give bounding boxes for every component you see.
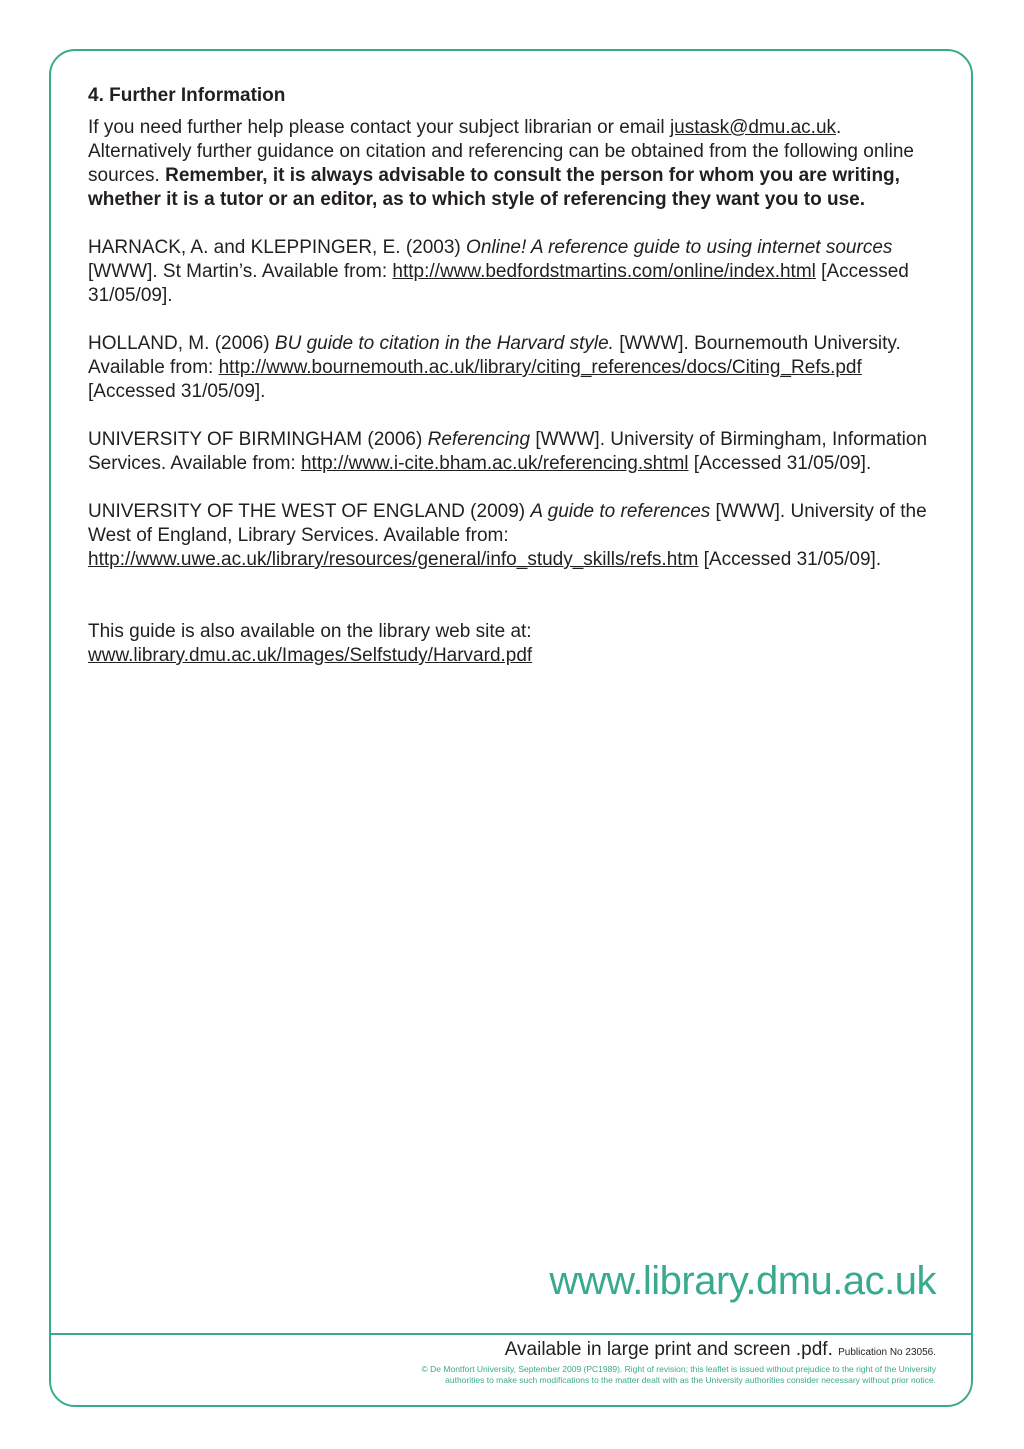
ref-accessed: [Accessed 31/05/09]. [88, 261, 909, 306]
guide-availability [88, 620, 928, 668]
document-body [88, 84, 928, 668]
intro-advice: Remember, it is always advisable to consult the person for whom you are writing, whether it is a tutor or an editor, as to which style of referencing they want you to use. [88, 165, 900, 210]
ref-source: [WWW]. St Martin’s. Available from: [88, 261, 393, 282]
ref-authors: HOLLAND, M. (2006) [88, 333, 275, 354]
ref-accessed: [Accessed 31/05/09]. [88, 381, 266, 402]
legal-line-2: authorities to make such modifications to the matter dealt with as the University authorities consider necessary without prior notice. [445, 1375, 936, 1385]
intro-paragraph [88, 116, 928, 212]
ref-url-link[interactable]: http://www.bedfordstmartins.com/online/index.html [392, 261, 816, 282]
ref-title: Referencing [427, 429, 531, 450]
legal-line-1: © De Montfort University, September 2009 (PC1989). Right of revision; this leaflet is issued without prejudice to the right of the University [421, 1364, 936, 1374]
guide-url-link[interactable]: www.library.dmu.ac.uk/Images/Selfstudy/Harvard.pdf [88, 645, 533, 666]
section-heading: 4. Further Information [88, 85, 286, 106]
library-site-url: www.library.dmu.ac.uk [549, 1259, 936, 1303]
reference-entry [88, 332, 928, 404]
email-link[interactable]: justask@dmu.ac.uk [669, 117, 837, 138]
ref-title: BU guide to citation in the Harvard style. [274, 333, 614, 354]
ref-url-link[interactable]: http://www.bournemouth.ac.uk/library/citing_references/docs/Citing_Refs.pdf [218, 357, 862, 378]
ref-accessed: [Accessed 31/05/09]. [698, 549, 882, 570]
publication-number: Publication No 23056. [838, 1347, 936, 1358]
guide-text: This guide is also available on the library web site at: [88, 621, 532, 642]
ref-title: Online! A reference guide to using internet sources [466, 237, 893, 258]
ref-source: [WWW]. Bournemouth University. Available from: [88, 333, 901, 378]
intro-text: If you need further help please contact your subject librarian or email [88, 117, 670, 138]
availability-note [505, 1338, 936, 1365]
ref-authors: UNIVERSITY OF THE WEST OF ENGLAND (2009) [88, 501, 531, 522]
ref-authors: UNIVERSITY OF BIRMINGHAM (2006) [88, 429, 428, 450]
ref-authors: HARNACK, A. and KLEPPINGER, E. (2003) [88, 237, 467, 258]
ref-title: A guide to references [530, 501, 711, 522]
ref-url-link[interactable]: http://www.i-cite.bham.ac.uk/referencing.shtml [300, 453, 689, 474]
reference-entry [88, 236, 928, 308]
ref-accessed: [Accessed 31/05/09]. [688, 453, 872, 474]
footer-divider [51, 1333, 971, 1335]
intro-text-cont: . Alternatively further guidance on citation and referencing can be obtained from the following online sources. [88, 117, 914, 186]
ref-source: [WWW]. University of Birmingham, Information Services. Available from: [88, 429, 928, 474]
availability-text: Available in large print and screen .pdf. [504, 1339, 833, 1360]
reference-entry [88, 428, 928, 476]
legal-notice [316, 1364, 936, 1386]
ref-source: [WWW]. University of the West of England, Library Services. Available from: [88, 501, 927, 546]
ref-url-link[interactable]: http://www.uwe.ac.uk/library/resources/general/info_study_skills/refs.htm [88, 549, 699, 570]
reference-entry [88, 500, 928, 572]
